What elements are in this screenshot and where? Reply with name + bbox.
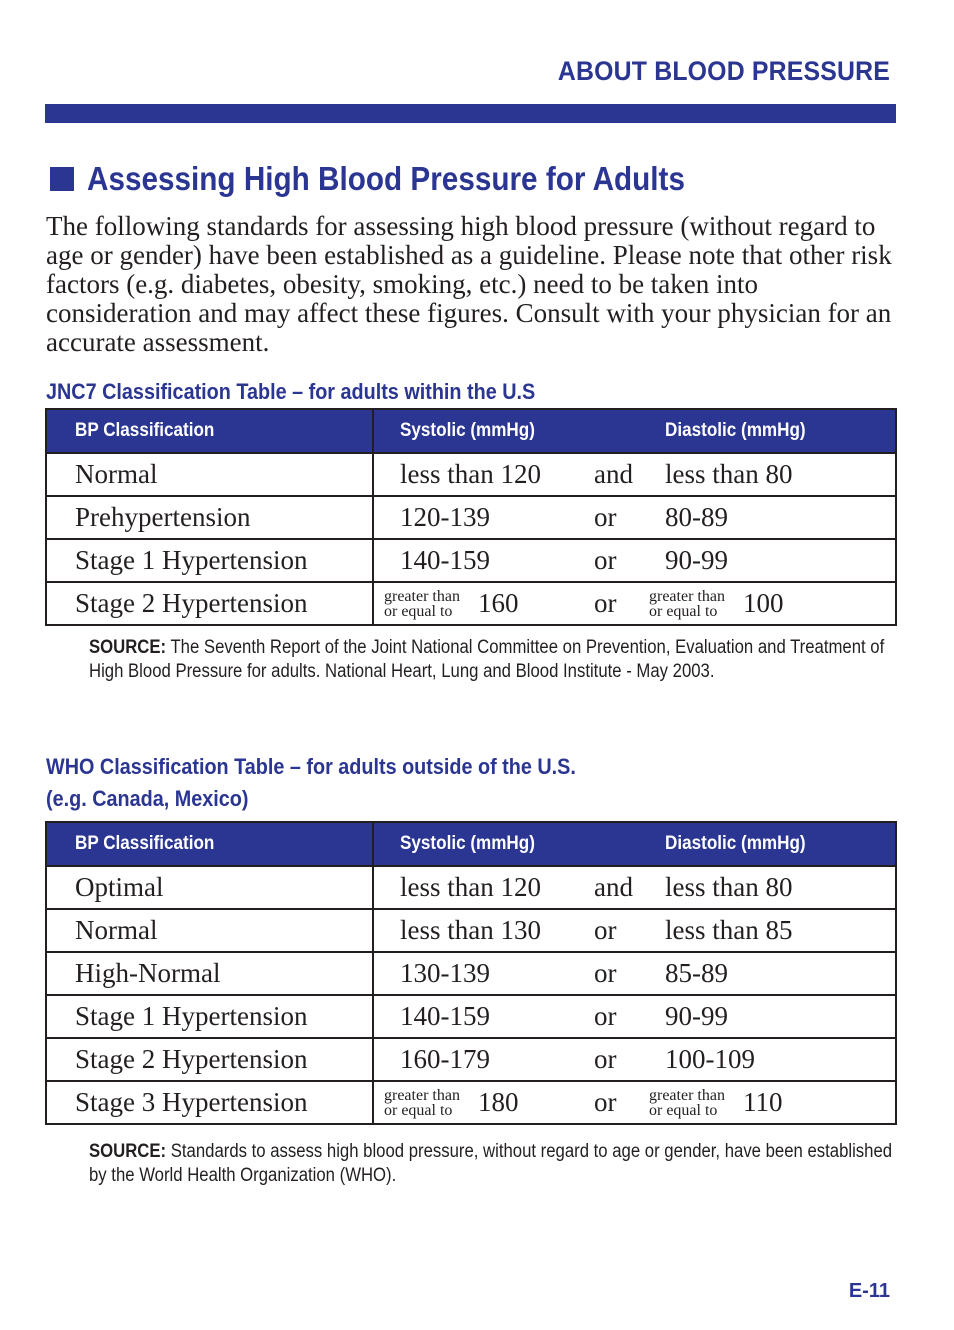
values-cell bbox=[373, 539, 896, 582]
table-row bbox=[46, 539, 896, 582]
header-bar bbox=[45, 104, 896, 123]
table-row bbox=[46, 1081, 896, 1124]
diastolic-value: 100-109 bbox=[665, 1044, 755, 1074]
conjunction: or bbox=[594, 588, 617, 618]
header-values bbox=[373, 822, 896, 866]
table-row bbox=[46, 866, 896, 909]
classification-cell: Optimal bbox=[46, 866, 373, 909]
values-cell bbox=[373, 453, 896, 496]
values-cell bbox=[373, 995, 896, 1038]
table-row bbox=[46, 1038, 896, 1081]
page-number: E-11 bbox=[848, 1280, 890, 1302]
diastolic-prefix: greater than or equal to bbox=[649, 1086, 725, 1119]
conjunction: or bbox=[594, 1001, 617, 1031]
diastolic-value: less than 80 bbox=[665, 872, 793, 902]
diastolic-value: 90-99 bbox=[665, 545, 728, 575]
classification-cell: Normal bbox=[46, 909, 373, 952]
classification-cell: Stage 1 Hypertension bbox=[46, 539, 373, 582]
systolic-value: 140-159 bbox=[400, 545, 490, 575]
conjunction: or bbox=[594, 502, 617, 532]
conjunction: or bbox=[594, 958, 617, 988]
table-header-row bbox=[46, 409, 896, 453]
classification-cell: High-Normal bbox=[46, 952, 373, 995]
header-systolic: Systolic (mmHg) bbox=[400, 833, 535, 854]
table-row bbox=[46, 995, 896, 1038]
classification-cell: Stage 2 Hypertension bbox=[46, 1038, 373, 1081]
systolic-value: 180 bbox=[477, 1087, 519, 1117]
conjunction: or bbox=[594, 915, 617, 945]
square-bullet-icon bbox=[50, 167, 74, 191]
jnc7-classification-table bbox=[45, 408, 897, 626]
diastolic-value: 90-99 bbox=[665, 1001, 728, 1031]
conjunction: or bbox=[594, 545, 617, 575]
intro-paragraph: The following standards for assessing high blood pressure (without regard to age or gender) have been established as a guideline. Please note that other risk factors (e.g. diabetes, obesity, smoking, etc.) need to be taken into consideration and may affect these figures. Consult with your physician for an accurate assessment. bbox=[46, 211, 892, 357]
header-classification: BP Classification bbox=[46, 822, 373, 866]
values-cell bbox=[373, 582, 896, 625]
diastolic-value: 85-89 bbox=[665, 958, 728, 988]
systolic-value: 160-179 bbox=[400, 1044, 490, 1074]
table-row bbox=[46, 952, 896, 995]
header-systolic: Systolic (mmHg) bbox=[400, 420, 535, 441]
who-table-title: WHO Classification Table – for adults outside of the U.S. bbox=[46, 754, 576, 779]
systolic-value: 160 bbox=[477, 588, 519, 618]
table-row bbox=[46, 453, 896, 496]
page-title: Assessing High Blood Pressure for Adults bbox=[87, 160, 685, 197]
values-cell bbox=[373, 909, 896, 952]
classification-cell: Prehypertension bbox=[46, 496, 373, 539]
systolic-prefix: greater than or equal to bbox=[384, 1086, 460, 1119]
values-cell bbox=[373, 952, 896, 995]
who-classification-table bbox=[45, 821, 897, 1125]
systolic-value: 130-139 bbox=[400, 958, 490, 988]
systolic-value: less than 120 bbox=[400, 459, 541, 489]
conjunction: and bbox=[594, 459, 633, 489]
systolic-value: less than 120 bbox=[400, 872, 541, 902]
table-row bbox=[46, 582, 896, 625]
systolic-prefix: greater than or equal to bbox=[384, 587, 460, 620]
classification-cell: Stage 2 Hypertension bbox=[46, 582, 373, 625]
section-header: ABOUT BLOOD PRESSURE bbox=[557, 56, 890, 86]
classification-cell: Stage 3 Hypertension bbox=[46, 1081, 373, 1124]
header-classification: BP Classification bbox=[46, 409, 373, 453]
table-row bbox=[46, 496, 896, 539]
systolic-value: 120-139 bbox=[400, 502, 490, 532]
jnc7-table-title: JNC7 Classification Table – for adults within the U.S bbox=[46, 379, 536, 404]
table-header-row bbox=[46, 822, 896, 866]
header-diastolic: Diastolic (mmHg) bbox=[665, 833, 806, 854]
title-row bbox=[50, 160, 751, 198]
conjunction: or bbox=[594, 1044, 617, 1074]
classification-cell: Normal bbox=[46, 453, 373, 496]
values-cell bbox=[373, 1081, 896, 1124]
diastolic-value: 100 bbox=[742, 588, 784, 618]
header-diastolic: Diastolic (mmHg) bbox=[665, 420, 806, 441]
values-cell bbox=[373, 1038, 896, 1081]
values-cell bbox=[373, 866, 896, 909]
who-source-note bbox=[89, 1140, 899, 1188]
diastolic-prefix: greater than or equal to bbox=[649, 587, 725, 620]
classification-cell: Stage 1 Hypertension bbox=[46, 995, 373, 1038]
diastolic-value: less than 85 bbox=[665, 915, 793, 945]
conjunction: or bbox=[594, 1087, 617, 1117]
diastolic-value: 80-89 bbox=[665, 502, 728, 532]
header-values bbox=[373, 409, 896, 453]
diastolic-value: less than 80 bbox=[665, 459, 793, 489]
table-row bbox=[46, 909, 896, 952]
diastolic-value: 110 bbox=[742, 1087, 783, 1117]
systolic-value: 140-159 bbox=[400, 1001, 490, 1031]
who-table-subtitle: (e.g. Canada, Mexico) bbox=[46, 786, 249, 811]
conjunction: and bbox=[594, 872, 633, 902]
jnc7-source-note bbox=[89, 636, 899, 684]
source-text: The Seventh Report of the Joint National Committee on Prevention, Evaluation and Treatment of High Blood Pressure for adults. National Heart, Lung and Blood Institute - May 2003. bbox=[89, 637, 885, 682]
values-cell bbox=[373, 496, 896, 539]
systolic-value: less than 130 bbox=[400, 915, 541, 945]
source-label: SOURCE: bbox=[89, 1141, 167, 1162]
source-text: Standards to assess high blood pressure, without regard to age or gender, have been established by the World Health Organization (WHO). bbox=[89, 1141, 893, 1186]
source-label: SOURCE: bbox=[89, 637, 167, 658]
